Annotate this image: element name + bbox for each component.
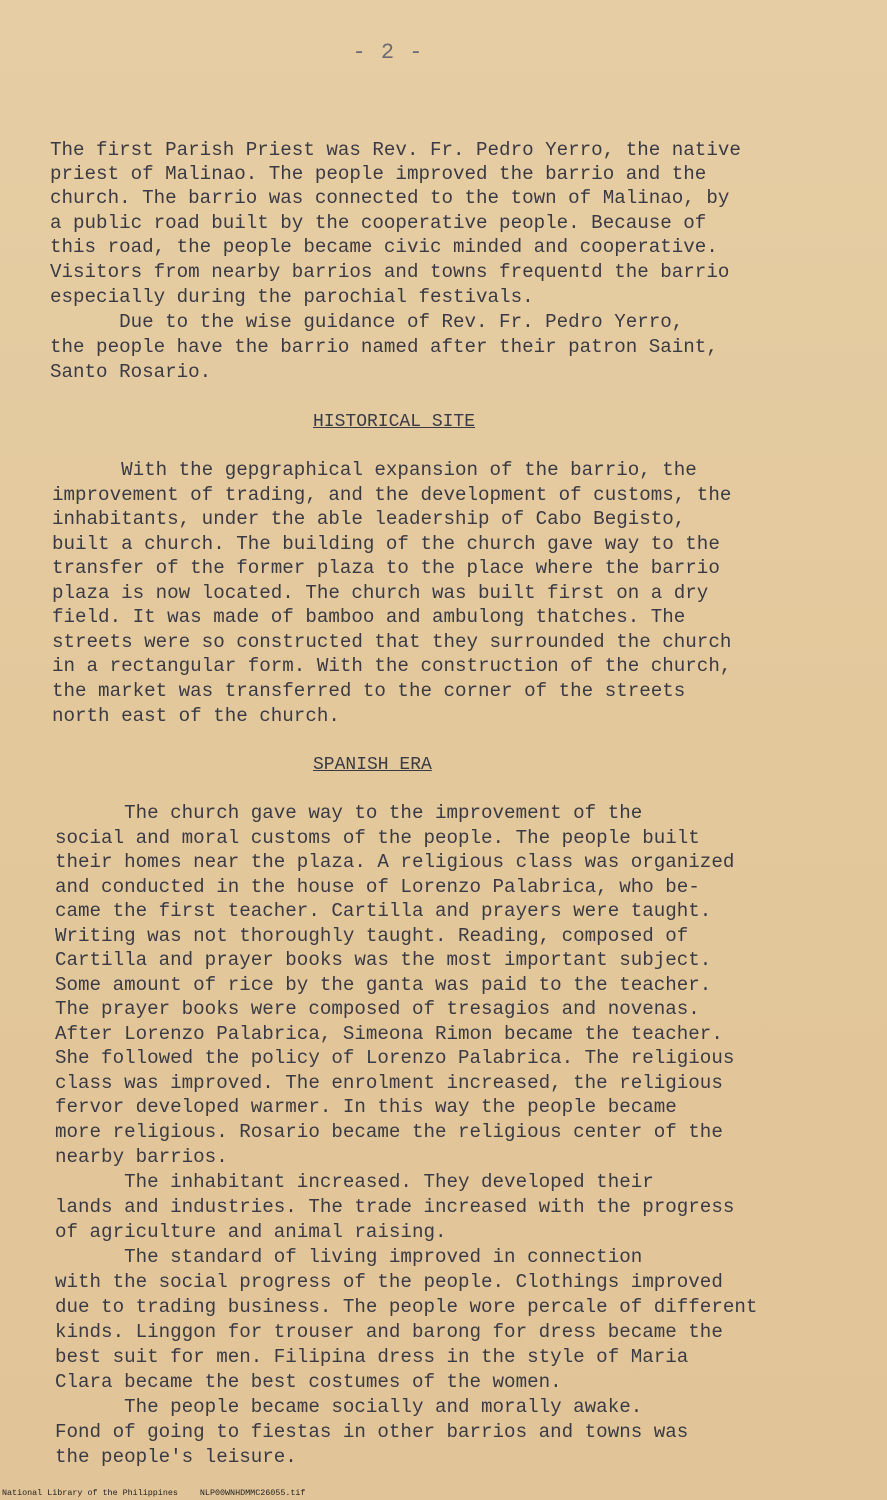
file-id: NLP00WNHDMMC26055.tif (199, 1488, 306, 1498)
section-heading-spanish-era: SPANISH ERA (313, 755, 432, 775)
text-line: streets were so constructed that they surrounded the church (52, 631, 732, 653)
text-line: The first Parish Priest was Rev. Fr. Pedro Yerro, the native (50, 139, 741, 161)
text-line: field. It was made of bamboo and ambulong thatches. The (52, 606, 686, 628)
text-line: improvement of trading, and the development of customs, the (52, 484, 732, 506)
text-line: the people's leisure. (55, 1446, 297, 1468)
text-line: Cartilla and prayer books was the most important subject. (55, 949, 712, 971)
text-line: Clara became the best costumes of the women. (55, 1371, 562, 1393)
text-line: lands and industries. The trade increased with the progress (55, 1196, 735, 1218)
text-line: this road, the people became civic minded and cooperative. (50, 236, 718, 258)
text-line: came the first teacher. Cartilla and prayers were taught. (55, 900, 712, 922)
text-line: transfer of the former plaza to the place where the barrio (52, 557, 720, 579)
text-line: and conducted in the house of Lorenzo Palabrica, who be- (55, 876, 700, 898)
text-line: Due to the wise guidance of Rev. Fr. Pedro Yerro, (50, 311, 684, 333)
text-line: Writing was not thoroughly taught. Reading, composed of (55, 925, 689, 947)
text-line: with the social progress of the people. Clothings improved (55, 1271, 723, 1293)
text-line: nearby barrios. (55, 1146, 228, 1168)
text-line: social and moral customs of the people. The people built (55, 827, 700, 849)
text-line: The prayer books were composed of tresagios and novenas. (55, 998, 700, 1020)
section-heading-historical-site: HISTORICAL SITE (313, 412, 476, 432)
text-line: plaza is now located. The church was built first on a dry (52, 582, 709, 604)
text-line: inhabitants, under the able leadership of Cabo Begisto, (52, 508, 686, 530)
text-line: Santo Rosario. (50, 361, 212, 383)
text-line: church. The barrio was connected to the town of Malinao, by (50, 187, 730, 209)
text-line: Some amount of rice by the ganta was paid to the teacher. (55, 974, 712, 996)
text-line: especially during the parochial festivals. (50, 286, 534, 308)
text-line: After Lorenzo Palabrica, Simeona Rimon became the teacher. (55, 1023, 723, 1045)
text-line: priest of Malinao. The people improved the barrio and the (50, 163, 707, 185)
text-line: in a rectangular form. With the construction of the church, (52, 655, 732, 677)
text-line: The church gave way to the improvement of the (55, 802, 643, 824)
text-line: north east of the church. (52, 705, 340, 727)
text-line: With the gepgraphical expansion of the barrio, the (52, 459, 697, 481)
scan-footer (2, 1488, 305, 1498)
text-line: kinds. Linggon for trouser and barong for dress became the (55, 1321, 723, 1343)
text-line: She followed the policy of Lorenzo Palabrica. The religious (55, 1047, 735, 1069)
text-line: The standard of living improved in connection (55, 1246, 643, 1268)
text-line: built a church. The building of the church gave way to the (52, 533, 720, 555)
text-line: fervor developed warmer. In this way the people became (55, 1096, 677, 1118)
text-line: a public road built by the cooperative people. Because of (50, 212, 707, 234)
text-line: of agriculture and animal raising. (55, 1221, 447, 1243)
text-line: the market was transferred to the corner of the streets (52, 680, 686, 702)
text-line: the people have the barrio named after their patron Saint, (50, 336, 718, 358)
page-number: - 2 - (352, 40, 424, 65)
text-line: class was improved. The enrolment increased, the religious (55, 1072, 723, 1094)
library-name: National Library of the Philippines (2, 1488, 178, 1498)
text-line: The inhabitant increased. They developed their (55, 1171, 654, 1193)
text-line: due to trading business. The people wore percale of different (55, 1296, 758, 1318)
text-line: Visitors from nearby barrios and towns frequentd the barrio (50, 261, 730, 283)
text-line: their homes near the plaza. A religious class was organized (55, 851, 735, 873)
text-line: best suit for men. Filipina dress in the style of Maria (55, 1346, 689, 1368)
text-line: The people became socially and morally awake. (55, 1396, 643, 1418)
text-line: more religious. Rosario became the religious center of the (55, 1121, 723, 1143)
text-line: Fond of going to fiestas in other barrios and towns was (55, 1421, 689, 1443)
